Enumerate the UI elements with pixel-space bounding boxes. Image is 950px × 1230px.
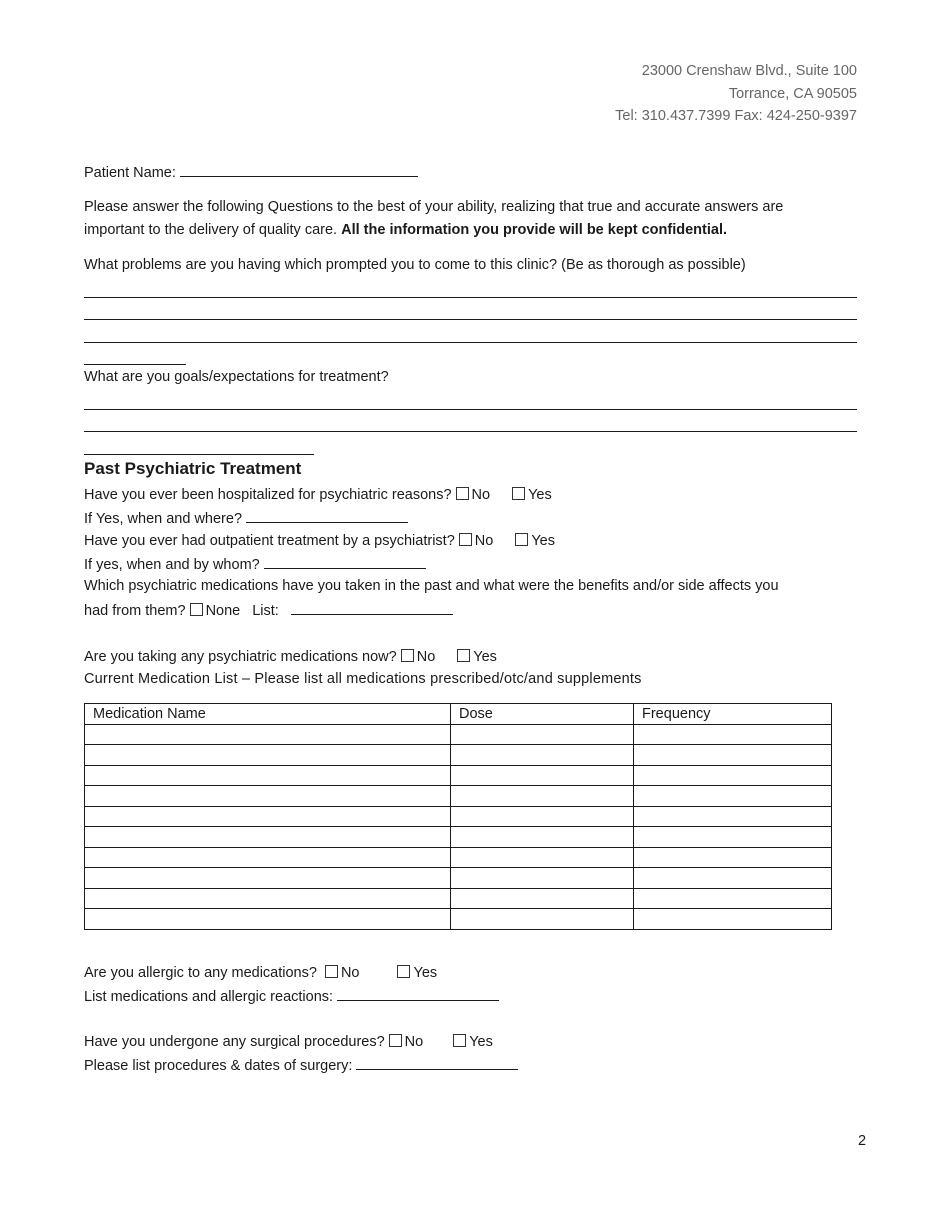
table-row (85, 745, 832, 766)
medication-name-cell[interactable] (85, 888, 451, 909)
list-label: List: (252, 603, 279, 619)
current-meds-yes-checkbox[interactable] (457, 649, 470, 662)
past-meds-none-checkbox[interactable] (190, 603, 203, 616)
surgery-list-field[interactable] (356, 1057, 518, 1070)
medication-table (84, 703, 832, 930)
intro-text: Please answer the following Questions to the best of your ability, realizing that true and accurate answers are (84, 199, 784, 215)
hosp-when-field[interactable] (246, 510, 408, 523)
surgical-yes-checkbox[interactable] (453, 1034, 466, 1047)
medication-name-cell[interactable] (85, 745, 451, 766)
page-number: 2 (858, 1133, 867, 1149)
surgical-row: Have you undergone any surgical procedures? No Yes (84, 1034, 493, 1050)
dose-cell[interactable] (451, 786, 634, 807)
frequency-cell[interactable] (634, 909, 832, 930)
past-meds-list-field[interactable] (291, 602, 453, 615)
hospitalized-no-checkbox[interactable] (456, 487, 469, 500)
allergic-question: Are you allergic to any medications? (84, 965, 317, 981)
allergy-list-field[interactable] (337, 988, 499, 1001)
clinic-address-line2: Torrance, CA 90505 (728, 86, 857, 102)
outpatient-question: Have you ever had outpatient treatment by a psychiatrist? (84, 533, 455, 549)
patient-name-label: Patient Name: (84, 165, 176, 181)
allergy-list-label: List medications and allergic reactions: (84, 989, 334, 1005)
medication-name-cell[interactable] (85, 909, 451, 930)
goals-answer-line-1[interactable] (84, 409, 857, 410)
hospitalized-yes-checkbox[interactable] (512, 487, 525, 500)
frequency-cell[interactable] (634, 827, 832, 848)
table-row (85, 765, 832, 786)
frequency-cell[interactable] (634, 724, 832, 745)
goals-question: What are you goals/expectations for treatment? (84, 369, 389, 385)
frequency-cell[interactable] (634, 847, 832, 868)
section-title: Past Psychiatric Treatment (84, 459, 302, 478)
out-when-field[interactable] (264, 556, 426, 569)
header-frequency: Frequency (634, 704, 832, 725)
patient-name-field[interactable] (180, 164, 418, 177)
allergy-list-row (84, 988, 499, 1005)
dose-cell[interactable] (451, 724, 634, 745)
table-row (85, 786, 832, 807)
problems-answer-line-3[interactable] (84, 342, 857, 343)
frequency-cell[interactable] (634, 765, 832, 786)
medication-name-cell[interactable] (85, 806, 451, 827)
outpatient-row: Have you ever had outpatient treatment by a psychiatrist? No Yes (84, 533, 555, 549)
medication-name-cell[interactable] (85, 827, 451, 848)
patient-name-row (84, 164, 418, 181)
hosp-when-row (84, 510, 408, 527)
dose-cell[interactable] (451, 888, 634, 909)
dose-cell[interactable] (451, 847, 634, 868)
medication-name-cell[interactable] (85, 765, 451, 786)
outpatient-yes-checkbox[interactable] (515, 533, 528, 546)
current-meds-question: Are you taking any psychiatric medications now? (84, 649, 397, 665)
past-meds-row: had from them? None List: (84, 602, 453, 619)
header-medication-name: Medication Name (85, 704, 451, 725)
surgery-list-label: Please list procedures & dates of surgery: (84, 1058, 353, 1074)
medication-name-cell[interactable] (85, 786, 451, 807)
dose-cell[interactable] (451, 868, 634, 889)
surgical-question: Have you undergone any surgical procedures? (84, 1034, 385, 1050)
frequency-cell[interactable] (634, 806, 832, 827)
table-row (85, 724, 832, 745)
past-meds-question-line2: had from them? (84, 603, 186, 619)
outpatient-no-checkbox[interactable] (459, 533, 472, 546)
frequency-cell[interactable] (634, 868, 832, 889)
problems-question: What problems are you having which prompted you to come to this clinic? (Be as thorough as possible) (84, 257, 746, 273)
goals-answer-line-2[interactable] (84, 431, 857, 432)
allergic-yes-checkbox[interactable] (397, 965, 410, 978)
current-meds-no-checkbox[interactable] (401, 649, 414, 662)
frequency-cell[interactable] (634, 786, 832, 807)
problems-answer-line-4[interactable] (84, 364, 186, 365)
header-dose: Dose (451, 704, 634, 725)
clinic-address-line1: 23000 Crenshaw Blvd., Suite 100 (641, 63, 857, 79)
medication-name-cell[interactable] (85, 868, 451, 889)
dose-cell[interactable] (451, 806, 634, 827)
problems-answer-line-2[interactable] (84, 319, 857, 320)
surgical-no-checkbox[interactable] (389, 1034, 402, 1047)
intro-text-line2: important to the delivery of quality care. All the information you provide will be kept confidential. (84, 222, 728, 238)
clinic-contact: Tel: 310.437.7399 Fax: 424-250-9397 (615, 108, 857, 124)
current-meds-row: Are you taking any psychiatric medications now? No Yes (84, 649, 497, 665)
dose-cell[interactable] (451, 745, 634, 766)
dose-cell[interactable] (451, 827, 634, 848)
out-when-label: If yes, when and by whom? (84, 557, 260, 573)
dose-cell[interactable] (451, 765, 634, 786)
table-row (85, 847, 832, 868)
medication-name-cell[interactable] (85, 847, 451, 868)
table-row (85, 868, 832, 889)
frequency-cell[interactable] (634, 745, 832, 766)
table-header-row (85, 704, 832, 725)
allergic-row: Are you allergic to any medications? No Yes (84, 965, 438, 981)
goals-answer-line-3[interactable] (84, 454, 314, 455)
table-row (85, 909, 832, 930)
past-meds-question-line1: Which psychiatric medications have you taken in the past and what were the benefits and/or side affects you (84, 578, 779, 594)
surgery-list-row (84, 1057, 518, 1074)
hosp-when-label: If Yes, when and where? (84, 511, 243, 527)
hospitalized-row: Have you ever been hospitalized for psychiatric reasons? No Yes (84, 487, 552, 503)
frequency-cell[interactable] (634, 888, 832, 909)
allergic-no-checkbox[interactable] (325, 965, 338, 978)
medication-name-cell[interactable] (85, 724, 451, 745)
medication-list-title: Current Medication List – Please list all medications prescribed/otc/and supplements (84, 671, 642, 687)
hospitalized-question: Have you ever been hospitalized for psychiatric reasons? (84, 487, 452, 503)
out-when-row (84, 556, 426, 573)
problems-answer-line-1[interactable] (84, 297, 857, 298)
table-row (85, 806, 832, 827)
table-row (85, 827, 832, 848)
confidential-notice: All the information you provide will be kept confidential. (341, 222, 728, 238)
table-row (85, 888, 832, 909)
dose-cell[interactable] (451, 909, 634, 930)
